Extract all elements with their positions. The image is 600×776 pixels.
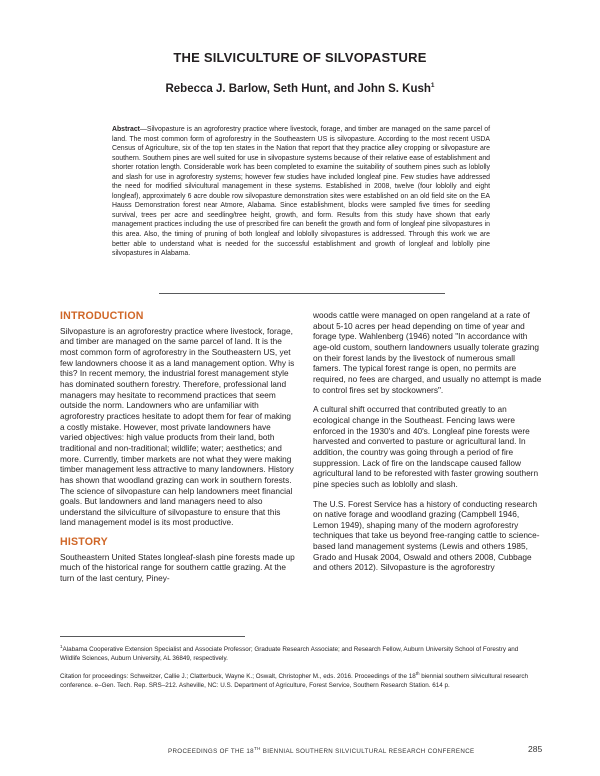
affiliation-text: Alabama Cooperative Extension Specialist and Associate Professor; Graduate Research Associate; and Research Fellow, Auburn University School of Forestry and Wildlife Sciences, Auburn University, AL 36849, respectively.	[60, 646, 519, 662]
page-number: 285	[528, 744, 543, 754]
right-paragraph-1: woods cattle were managed on open rangeland at a rate of about 5-10 acres per head depending on time of year and forage type. Wahlenberg (1946) noted "In accordance with age-old custom, southern landowners usually tolerate grazing on their forest lands by the livestock of numerous small famers. The typical forest range is open, no permits are required, no fees are charged, and usually no attempt is made to control fires set by stockowners".	[313, 310, 542, 395]
citation-footnote	[60, 670, 538, 691]
author-names: Rebecca J. Barlow, Seth Hunt, and John S. Kush	[165, 82, 431, 95]
introduction-paragraph: Silvopasture is an agroforestry practice where livestock, forage, and timber are managed on the same parcel of land. It is the most common form of agroforestry in the Southeastern US, yet few landowners choose it as a land management option. Why is this? In recent memory, the industrial forest management style has dominated southern forestry. Therefore, professional land managers may hesitate to recommend practices that seem outside the norm. Landowners who are unfamiliar with agroforestry practices hesitate to adopt them for fear of making a costly mistake. However, most private landowners have varied objectives: high value products from their land, both traditional and non-traditional; wildlife; water; aesthetics; and more. Currently, timber markets are not what they were making timber management less attractive to many landowners. History has shown that woodland grazing can work in southern forests. The science of silvopasture can help landowners meet financial goals. But landowners and land managers need to also understand the silviculture of silvopasture to ensure that this land management model is its most productive.	[60, 325, 295, 528]
abstract	[112, 125, 490, 259]
left-column	[60, 310, 295, 593]
citation-ordinal: th	[415, 670, 420, 676]
footnote-divider	[60, 636, 245, 637]
running-footer	[168, 746, 524, 755]
paper-title: THE SILVICULTURE OF SILVOPASTURE	[173, 50, 427, 65]
author-footnote-mark: 1	[430, 82, 435, 89]
abstract-divider	[159, 293, 445, 294]
author-list	[0, 82, 600, 95]
right-paragraph-2: A cultural shift occurred that contributed greatly to an ecological change in the Southeast. Fencing laws were enforced in the 1930's and 40's. Longleaf pine forests were harvested and converted to pasture or agricultural land. In addition, the country was going through a period of fire suppression. Lack of fire on the landscape caused fallow agricultural land to be reforested with faster growing southern pine species such as loblolly and slash.	[313, 404, 539, 489]
footer-ordinal: TH	[253, 746, 261, 751]
affiliation-footnote	[60, 643, 538, 664]
affiliation-mark: 1	[60, 644, 63, 649]
abstract-text: —Silvopasture is an agroforestry practice where livestock, forage, and timber are managed on the same parcel of land. The most common form of agroforestry in the Southeastern US is silvopasture. According to the most recent USDA Census of Agriculture, six of the top ten states in the Nation that report that they practice alley cropping or silvopasture are southern. Southern pines are well suited for use in silvopasture systems because of their relative ease of establishment and shorter rotation length. Considerable work has been completed to examine the suitability of southern pines such as loblolly and slash for use in agroforestry systems; however few studies have included longleaf pine. Few studies have addressed the need for modified silvicultural management in these systems. Established in 2008, twelve (four loblolly and eight longleaf), approximately 6 acre double row silvopasture demonstration sites were established on an old field site on the EA Hauss Demonstration forest near Atmore, Alabama. Since establishment, blocks were sampled five times for seedling survival, trees per acre and seedling/tree height, growth, and form. Results from this study have shown that early management practices including the use of prescribed fire can benefit the growth and form of longleaf pine silvopastures in this area. Also, the timing of pruning of both longleaf and loblolly silvopastures is addressed. Through this work we are better able to understand what is needed for the successful establishment and growth of longleaf and loblolly pine silvopastures in Alabama.	[112, 126, 490, 258]
citation-text-part2: biennial southern silvicultural research conference. e–Gen. Tech. Rep. SRS–212. Asheville, NC: U.S. Department of Agriculture, Forest Service, Southern Research Station. 614 p.	[60, 673, 528, 689]
right-column	[313, 310, 542, 582]
history-heading: HISTORY	[60, 536, 108, 549]
footnotes	[60, 643, 538, 697]
footer-text-part1: PROCEEDINGS OF THE 18	[168, 748, 254, 756]
citation-text-part1: Citation for proceedings: Schweitzer, Callie J.; Clatterbuck, Wayne K.; Oswalt, Christopher M., eds. 2016. Proceedings of the 18	[60, 673, 416, 680]
footer-text-part2: BIENNIAL SOUTHERN SILVICULTURAL RESEARCH CONFERENCE	[260, 748, 475, 756]
right-paragraph-3: The U.S. Forest Service has a history of conducting research on native forage and woodland grazing (Campbell 1946, Lemon 1949), shaping many of the modern agroforestry techniques that take us beyond free-ranging cattle to science-based land management systems (Lewis and others 1985, Grado and Husak 2004, Oswald and others 2008, Cubbage and others 2012). Silvopasture is the agroforestry	[313, 498, 540, 573]
history-paragraph: Southeastern United States longleaf-slash pine forests made up much of the historical range for southern cattle grazing. At the turn of the last century, Piney-	[60, 551, 295, 584]
abstract-label: Abstract	[112, 126, 140, 133]
introduction-heading: INTRODUCTION	[60, 310, 144, 322]
